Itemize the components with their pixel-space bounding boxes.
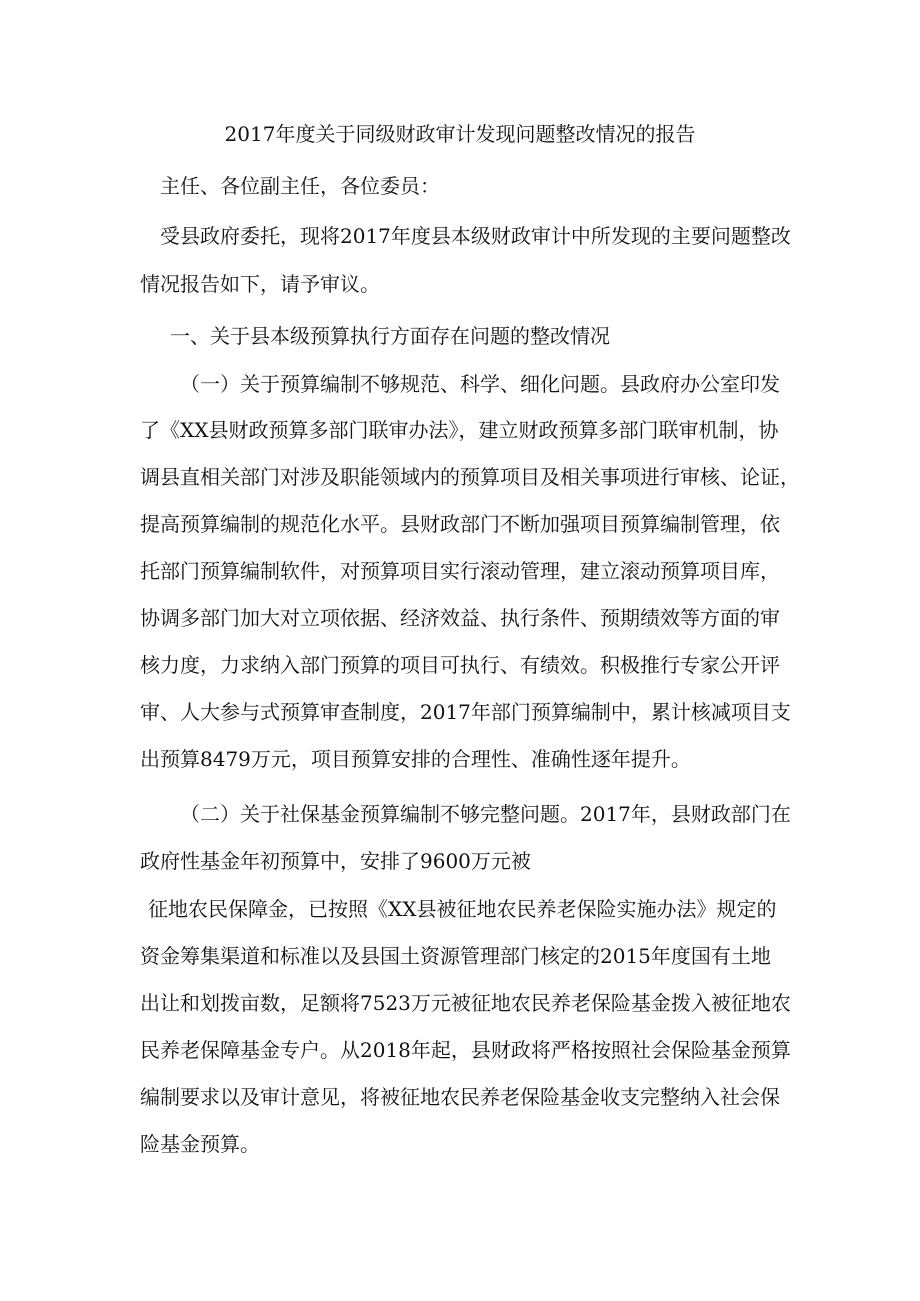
paragraph-line: （一）关于预算编制不够规范、科学、细化问题。县政府办公室印发 bbox=[180, 372, 780, 396]
paragraph-line: 托部门预算编制软件，对预算项目实行滚动管理，建立滚动预算项目库， bbox=[140, 559, 780, 583]
paragraph-line: 提高预算编制的规范化水平。县财政部门不断加强项目预算编制管理，依 bbox=[140, 512, 780, 536]
paragraph-line: 编制要求以及审计意见，将被征地农民养老保险基金收支完整纳入社会保 bbox=[140, 1085, 780, 1109]
paragraph-line: 出预算8479万元，项目预算安排的合理性、准确性逐年提升。 bbox=[140, 747, 691, 771]
intro-line: 受县政府委托，现将2017年度县本级财政审计中所发现的主要问题整改 bbox=[160, 224, 791, 248]
paragraph-line: 政府性基金年初预算中，安排了9600万元被 bbox=[140, 849, 531, 873]
section-heading: 一、关于县本级预算执行方面存在问题的整改情况 bbox=[170, 324, 610, 348]
paragraph-line: 民养老保障基金专户。从2018年起，县财政将严格按照社会保险基金预算 bbox=[140, 1038, 791, 1062]
intro-line: 情况报告如下，请予审议。 bbox=[140, 272, 380, 296]
paragraph-line: 出让和划拨亩数，足额将7523万元被征地农民养老保险基金拨入被征地农 bbox=[140, 991, 791, 1015]
paragraph-line: 险基金预算。 bbox=[140, 1132, 260, 1156]
paragraph-line: 征地农民保障金，已按照《XX县被征地农民养老保险实施办法》规定的 bbox=[148, 897, 777, 921]
paragraph-line: 核力度，力求纳入部门预算的项目可执行、有绩效。积极推行专家公开评 bbox=[140, 653, 780, 677]
paragraph-line: 审、人大参与式预算审查制度，2017年部门预算编制中，累计核减项目支 bbox=[140, 700, 791, 724]
document-title: 2017年度关于同级财政审计发现问题整改情况的报告 bbox=[224, 122, 696, 146]
paragraph-line: 资金筹集渠道和标准以及县国土资源管理部门核定的2015年度国有土地 bbox=[140, 944, 771, 968]
paragraph-line: 协调多部门加大对立项依据、经济效益、执行条件、预期绩效等方面的审 bbox=[140, 606, 780, 630]
paragraph-line: （二）关于社保基金预算编制不够完整问题。2017年，县财政部门在 bbox=[180, 802, 791, 826]
paragraph-line: 了《XX县财政预算多部门联审办法》，建立财政预算多部门联审机制，协 bbox=[140, 418, 779, 442]
salutation: 主任、各位副主任，各位委员： bbox=[160, 174, 440, 198]
paragraph-line: 调县直相关部门对涉及职能领域内的预算项目及相关事项进行审核、论证， bbox=[140, 465, 800, 489]
